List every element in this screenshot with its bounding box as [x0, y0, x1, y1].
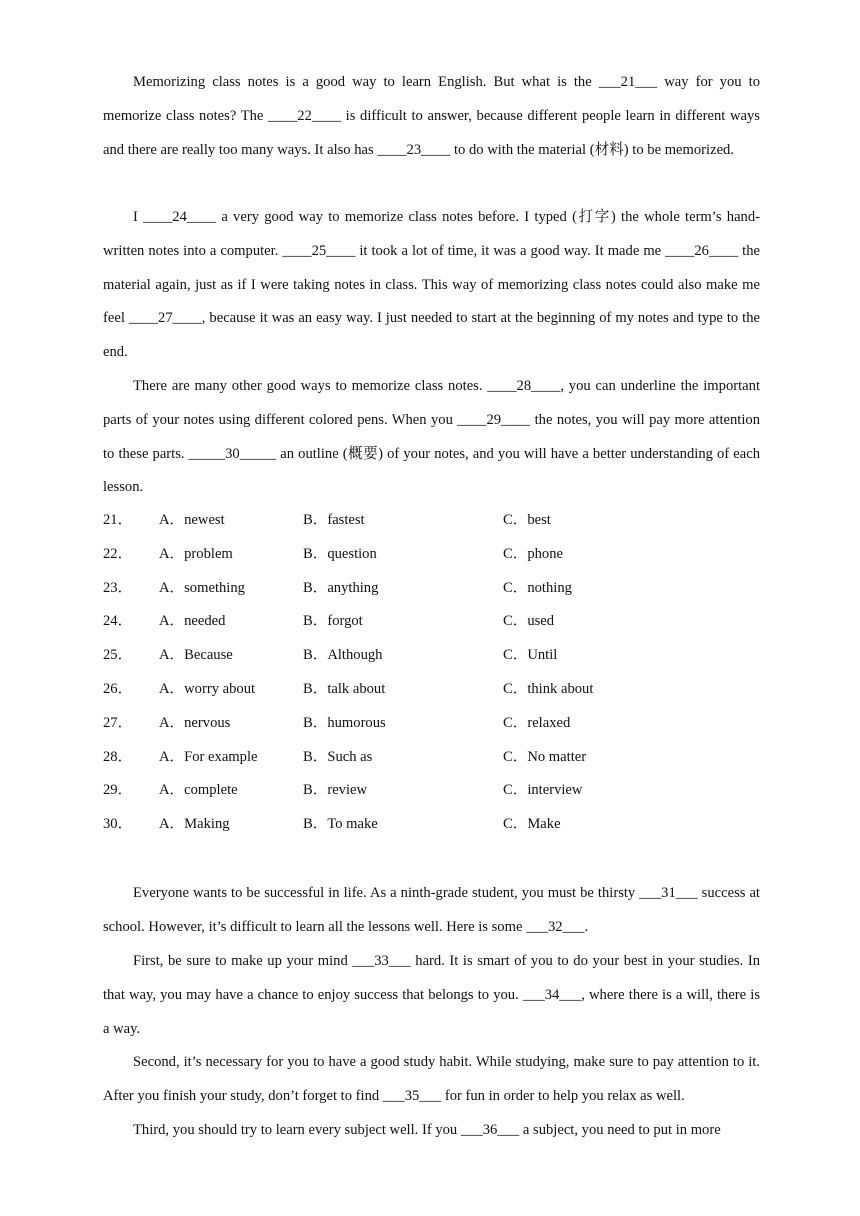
passage2-paragraph-3: Second, it’s necessary for you to have a good study habit. While studying, make sure to pay attention to it. After you finish your study, don’t forget to find ___35___ for fun in order to help you relax as well.	[103, 1054, 760, 1104]
question-row	[103, 538, 760, 572]
question-number: 27．	[103, 714, 133, 731]
question-number: 23．	[103, 579, 133, 596]
question-number: 28．	[103, 748, 133, 765]
question-number: 21．	[103, 512, 133, 528]
option-c: C．think about	[503, 680, 594, 697]
option-b: B．talk about	[303, 680, 386, 697]
option-b: B．Although	[303, 647, 383, 664]
option-a: A．nervous	[159, 714, 231, 731]
passage2-paragraph-4: Third, you should try to learn every subject well. If you ___36___ a subject, you need to put in more	[133, 1122, 721, 1138]
option-c: C．Make	[503, 816, 561, 833]
passage2-paragraph-2: First, be sure to make up your mind ___33___ hard. It is smart of you to do your best in your studies. In that way, you may have a chance to enjoy success that belongs to you. ___34___, where there is a will, there is a way.	[103, 953, 760, 1037]
question-row	[103, 605, 760, 639]
question-number: 30．	[103, 816, 133, 833]
option-c: C．relaxed	[503, 714, 571, 731]
option-c: C．No matter	[503, 748, 587, 765]
passage1-paragraph-2: I ____24____ a very good way to memorize class notes before. I typed (打字) the whole term’s hand-written notes into a computer. ____25____ it took a lot of time, it was a good way. It made me ____26____ the material again, just as if I were taking notes in class. This way of memorizing class notes could also make me feel ____27____, because it was an easy way. I just needed to start at the beginning of my notes and type to the end.	[103, 209, 760, 361]
option-b: B．question	[303, 545, 377, 562]
question-row	[103, 504, 760, 538]
option-c: C．used	[503, 613, 555, 630]
option-c: C．interview	[503, 782, 583, 799]
question-number: 25．	[103, 647, 133, 664]
option-a: A．newest	[159, 512, 225, 528]
question-row	[103, 741, 760, 775]
passage2-paragraph-1: Everyone wants to be successful in life. As a ninth-grade student, you must be thirsty ___31___ success at school. However, it’s difficult to learn all the lessons well. Here is some ___32___.	[103, 885, 760, 935]
option-b: B．anything	[303, 579, 379, 596]
option-b: B．humorous	[303, 714, 386, 731]
question-row	[103, 707, 760, 741]
option-c: C．phone	[503, 545, 563, 562]
option-a: A．problem	[159, 545, 233, 562]
option-b: B．review	[303, 782, 368, 799]
passage1-paragraph-1: Memorizing class notes is a good way to learn English. But what is the ___21___ way for you to memorize class notes? The ____22____ is difficult to answer, because different people learn in different ways and there are really too many ways. It also has ____23____ to do with the material (材料) to be memorized.	[103, 74, 760, 158]
question-row	[103, 639, 760, 673]
option-b: B．To make	[303, 816, 378, 833]
option-a: A．something	[159, 579, 245, 596]
question-number: 24．	[103, 613, 133, 630]
option-a: A．needed	[159, 613, 226, 630]
option-a: A．worry about	[159, 680, 256, 697]
option-b: B．forgot	[303, 613, 363, 630]
option-a: A．complete	[159, 782, 238, 799]
option-b: B．Such as	[303, 748, 373, 765]
question-row	[103, 673, 760, 707]
option-a: A．For example	[159, 748, 258, 765]
option-b: B．fastest	[303, 512, 365, 528]
question-options-list	[103, 504, 760, 842]
option-c: C．best	[503, 512, 551, 528]
question-row	[103, 774, 760, 808]
option-a: A．Making	[159, 816, 230, 833]
question-number: 26．	[103, 680, 133, 697]
question-row	[103, 572, 760, 606]
question-number: 22．	[103, 545, 133, 562]
passage1-paragraph-3: There are many other good ways to memorize class notes. ____28____, you can underline the important parts of your notes using different colored pens. When you ____29____ the notes, you will pay more attention to these parts. _____30_____ an outline (概要) of your notes, and you will have a better understanding of each lesson.	[103, 378, 760, 496]
option-c: C．nothing	[503, 579, 572, 596]
question-row	[103, 808, 760, 842]
question-number: 29．	[103, 782, 133, 799]
option-a: A．Because	[159, 647, 233, 664]
option-c: C．Until	[503, 647, 558, 664]
